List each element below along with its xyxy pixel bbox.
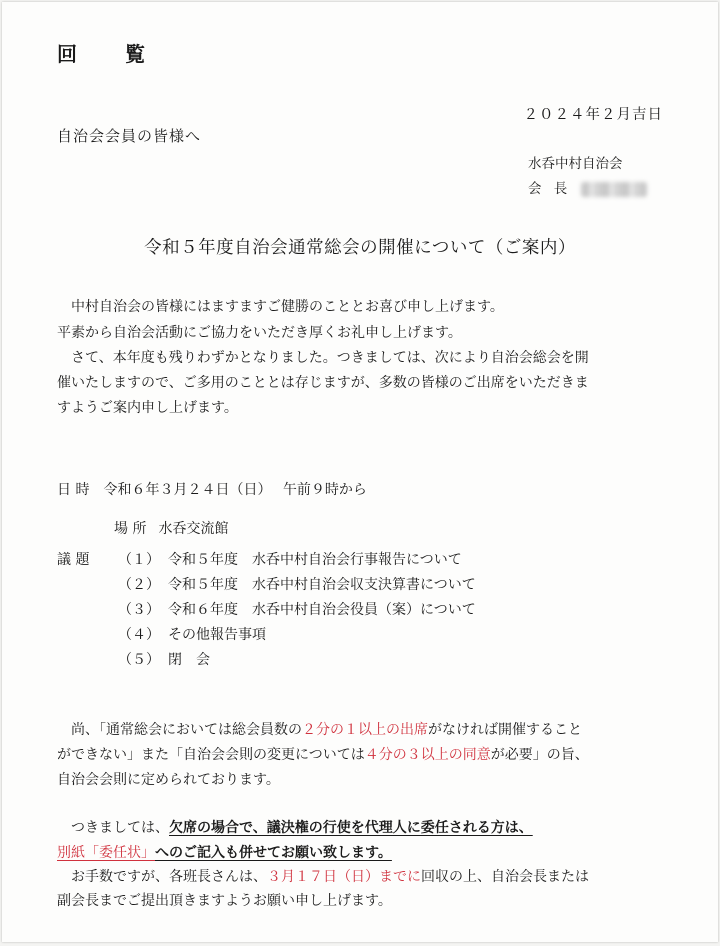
agenda-text: 令和５年度 水呑中村自治会行事報告について: [168, 552, 462, 568]
notice-highlight: ２分の１以上の出席: [302, 722, 428, 738]
proxy-emphasis: 欠席の場合で、議決権の行使を代理人に委任される方は、: [169, 820, 533, 836]
agenda-number: （１）: [118, 552, 160, 568]
redacted-name: [581, 182, 647, 197]
agenda-text: その他報告事項: [168, 627, 266, 643]
deadline: ３月１７日（日）までに: [267, 869, 421, 885]
agenda-label: 議 題: [57, 552, 90, 568]
agenda-text: 令和５年度 水呑中村自治会収支決算書について: [168, 577, 476, 593]
notice-line: 自治会会則に定められております。: [57, 772, 280, 788]
notice-highlight: ４分の３以上の同意: [364, 747, 491, 763]
sender-organization: 水呑中村自治会: [528, 156, 623, 172]
intro-line: 平素から自治会活動にご協力をいただき厚くお礼申し上げます。: [57, 325, 462, 341]
addressee: 自治会会員の皆様へ: [57, 127, 202, 145]
datetime-label: 日 時: [57, 482, 90, 498]
agenda-text: 閉 会: [168, 652, 210, 668]
proxy-text: つきましては、: [57, 820, 169, 836]
agenda-number: （５）: [118, 652, 160, 668]
agenda-item: [118, 649, 210, 669]
proxy-text: 回収の上、自治会長または: [421, 869, 589, 885]
intro-line: 中村自治会の皆様にはますますご健勝のこととお喜び申し上げます。: [57, 299, 504, 315]
datetime-value: 令和６年３月２４日（日） 午前９時から: [103, 482, 367, 498]
document-page: [2, 2, 718, 942]
datetime-row: [57, 479, 367, 499]
place-row: [114, 518, 228, 538]
sender-line: [528, 177, 647, 197]
notice-text: ができない」また「自治会会則の変更については: [57, 747, 365, 763]
place-value: 水呑交流館: [158, 521, 229, 537]
notice-text: が必要」の旨、: [490, 747, 589, 763]
intro-line: さて、本年度も残りわずかとなりました。つきましては、次により自治会総会を開: [57, 350, 589, 366]
agenda-item: [118, 599, 476, 619]
sender-role: 会 長: [528, 181, 572, 197]
proxy-text: お手数ですが、各班長さんは、: [57, 869, 267, 885]
agenda-item: [118, 574, 476, 594]
proxy-line: [57, 817, 533, 837]
agenda-number: （２）: [118, 577, 160, 593]
notice-line: [57, 744, 589, 764]
proxy-line: [57, 866, 589, 886]
agenda-item: [118, 549, 462, 569]
place-label: 場 所: [114, 521, 147, 537]
proxy-line: 副会長までご提出頂きますようお願い申し上げます。: [57, 893, 392, 909]
agenda-number: （３）: [118, 602, 160, 618]
proxy-line: [57, 842, 392, 862]
issue-date: ２０２４年２月吉日: [523, 107, 663, 123]
notice-text: 尚、「通常総会においては総会員数の: [57, 722, 302, 738]
agenda-number: （４）: [118, 627, 160, 643]
document-title: 令和５年度自治会通常総会の開催について（ご案内）: [144, 238, 576, 258]
notice-text: がなければ開催すること: [428, 722, 582, 738]
proxy-emphasis: へのご記入も併せてお願い致します。: [155, 845, 392, 861]
circular-title: 回 覧: [57, 42, 159, 66]
proxy-form-link: 別紙「委任状」: [57, 845, 155, 861]
intro-line: 催いたしますので、ご多用のこととは存じますが、多数の皆様のご出席をいただきま: [57, 375, 589, 391]
notice-line: [57, 719, 582, 739]
intro-line: すようご案内申し上げます。: [57, 400, 238, 416]
agenda-item: [118, 624, 266, 644]
agenda-text: 令和６年度 水呑中村自治会役員（案）について: [168, 602, 476, 618]
